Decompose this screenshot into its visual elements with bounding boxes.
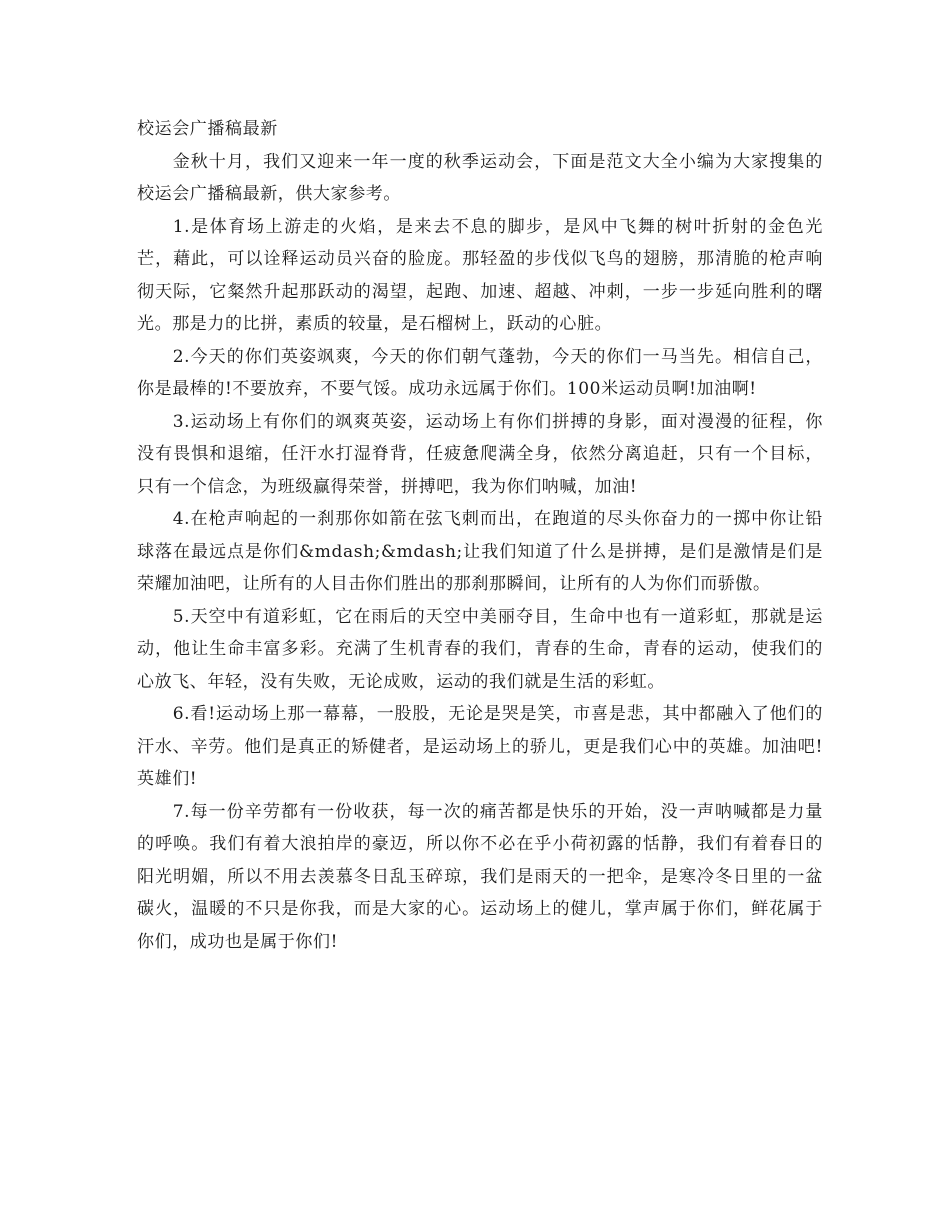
broadcast-paragraph-4: 4.在枪声响起的一刹那你如箭在弦飞刺而出，在跑道的尽头你奋力的一掷中你让铅球落在最远点是你们&mdash;&mdash;让我们知道了什么是拼搏，是们是激情是们是荣耀加油吧，让所有的人目击你们胜出的那刹那瞬间，让所有的人为你们而骄傲。 [137, 509, 823, 594]
broadcast-paragraph-1: 1.是体育场上游走的火焰，是来去不息的脚步，是风中飞舞的树叶折射的金色光芒，藉此，可以诠释运动员兴奋的脸庞。那轻盈的步伐似飞鸟的翅膀，那清脆的枪声响彻天际，它粲然升起那跃动的渴望，起跑、加速、超越、冲刺，一步一步延向胜利的曙光。那是力的比拼，素质的较量，是石榴树上，跃动的心脏。 [137, 216, 823, 334]
broadcast-paragraph-5: 5.天空中有道彩虹，它在雨后的天空中美丽夺目，生命中也有一道彩虹，那就是运动，他让生命丰富多彩。充满了生机青春的我们，青春的生命，青春的运动，使我们的心放飞、年轻，没有失败，无论成败，运动的我们就是生活的彩虹。 [137, 606, 823, 692]
broadcast-paragraph-7: 7.每一份辛劳都有一份收获，每一次的痛苦都是快乐的开始，没一声呐喊都是力量的呼唤。我们有着大浪拍岸的豪迈，所以你不必在乎小荷初露的恬静，我们有着春日的阳光明媚，所以不用去羡慕冬日乱玉碎琼，我们是雨天的一把伞，是寒冷冬日里的一盆碳火，温暖的不只是你我，而是大家的心。运动场上的健儿，掌声属于你们，鲜花属于你们，成功也是属于你们! [137, 801, 823, 952]
intro-paragraph: 金秋十月，我们又迎来一年一度的秋季运动会，下面是范文大全小编为大家搜集的校运会广播稿最新，供大家参考。 [137, 151, 823, 204]
broadcast-paragraph-3: 3.运动场上有你们的飒爽英姿，运动场上有你们拼搏的身影，面对漫漫的征程，你没有畏惧和退缩，任汗水打湿脊背，任疲惫爬满全身，依然分离追赶，只有一个目标，只有一个信念，为班级赢得荣誉，拼搏吧，我为你们呐喊，加油! [137, 411, 823, 497]
document-body [137, 113, 823, 958]
broadcast-paragraph-6: 6.看!运动场上那一幕幕，一股股，无论是哭是笑，市喜是悲，其中都融入了他们的汗水、辛劳。他们是真正的矫健者，是运动场上的骄儿，更是我们心中的英雄。加油吧!英雄们! [137, 704, 823, 789]
document-title: 校运会广播稿最新 [137, 119, 278, 139]
broadcast-paragraph-2: 2.今天的你们英姿飒爽，今天的你们朝气蓬勃，今天的你们一马当先。相信自己，你是最棒的!不要放弃，不要气馁。成功永远属于你们。100米运动员啊!加油啊! [137, 346, 823, 399]
